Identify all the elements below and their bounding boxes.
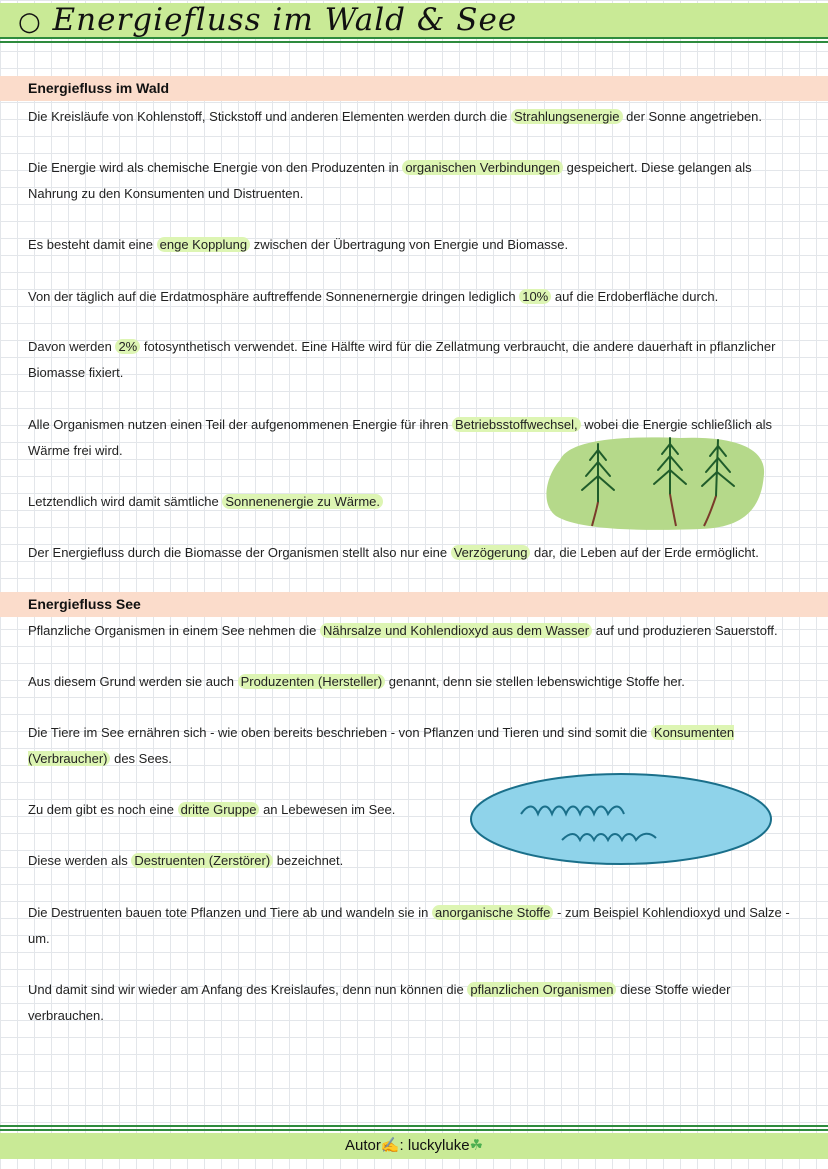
paragraph-see-2: Aus diesem Grund werden sie auch Produzenten (Hersteller) genannt, denn sie stellen lebenswichtige Stoffe her. [28, 674, 685, 689]
paragraph-see-5: Diese werden als Destruenten (Zerstörer) bezeichnet. [28, 853, 344, 868]
paragraph-wald-3: Es besteht damit eine enge Kopplung zwischen der Übertragung von Energie und Biomasse. [28, 237, 569, 252]
forest-drawing-icon [540, 432, 770, 532]
highlight: Nährsalze und Kohlendioxyd aus dem Wasser [320, 623, 592, 638]
paragraph-wald-4: Von der täglich auf die Erdatmosphäre auftreffende Sonnenernergie dringen lediglich 10% auf die Erdoberfläche durch. [28, 289, 719, 304]
section-heading-see: Energiefluss See [28, 596, 141, 612]
title-underline-2 [0, 41, 828, 43]
circle-bullet-icon: ○ [18, 7, 42, 37]
clover-icon: ☘ [469, 1137, 484, 1154]
highlight: Destruenten (Zerstörer) [131, 853, 273, 868]
paragraph-see-7: Und damit sind wir wieder am Anfang des Kreislaufes, denn nun können die pflanzlichen Organismen diese Stoffe wieder verbrauchen. [28, 982, 731, 1023]
separator: : [399, 1137, 404, 1154]
highlight: Strahlungsenergie [511, 109, 623, 124]
author-label: Autor [344, 1137, 381, 1154]
page-title: ○ Energiefluss im Wald & See [18, 2, 518, 38]
paragraph-see-3: Die Tiere im See ernähren sich - wie oben bereits beschrieben - von Pflanzen und Tieren und sind somit die Konsumenten (Verbraucher) des Sees. [28, 725, 735, 766]
highlight: Sonnenenergie zu Wärme. [222, 494, 383, 509]
highlight: dritte Gruppe [178, 802, 260, 817]
highlight: Konsumenten (Verbraucher) [28, 725, 735, 766]
highlight: enge Kopplung [157, 237, 250, 252]
paragraph-wald-2: Die Energie wird als chemische Energie von den Produzenten in organischen Verbindungen gespeichert. Diese gelangen als Nahrung zu den Konsumenten und Distruenten. [28, 160, 752, 201]
paragraph-wald-1: Die Kreisläufe von Kohlenstoff, Stickstoff und anderen Elementen werden durch die Strahlungsenergie der Sonne angetrieben. [28, 109, 763, 124]
highlight: Verzögerung [451, 545, 531, 560]
lake-shape [471, 774, 771, 864]
author-name: luckyluke [407, 1137, 470, 1154]
paragraph-wald-8: Der Energiefluss durch die Biomasse der Organismen stellt also nur eine Verzögerung dar, die Leben auf der Erde ermöglicht. [28, 545, 759, 560]
highlight: 10% [519, 289, 551, 304]
paragraph-wald-5: Davon werden 2% fotosynthetisch verwendet. Eine Hälfte wird für die Zellatmung verbraucht, die andere dauerhaft in pflanzlicher Biomasse fixiert. [28, 339, 776, 380]
paragraph-see-4: Zu dem gibt es noch eine dritte Gruppe an Lebewesen im See. [28, 802, 396, 817]
highlight: organischen Verbindungen [402, 160, 563, 175]
footer-author [0, 1133, 828, 1159]
paragraph-wald-7: Letztendlich wird damit sämtliche Sonnenenergie zu Wärme. [28, 489, 800, 515]
highlight: 2% [115, 339, 140, 354]
highlight: Produzenten (Hersteller) [238, 674, 386, 689]
paragraph-see-6: Die Destruenten bauen tote Pflanzen und Tiere ab und wandeln sie in anorganische Stoffe - zum Beispiel Kohlendioxyd und Salze - um. [28, 905, 790, 946]
highlight: anorganische Stoffe [432, 905, 553, 920]
pencil-icon: ✍ [380, 1137, 400, 1154]
highlight: pflanzlichen Organismen [467, 982, 616, 997]
paragraph-wald-6: Alle Organismen nutzen einen Teil der aufgenommenen Energie für ihren Betriebsstoffwechsel, wobei die Energie schließlich als Wärme frei wird. [28, 417, 773, 458]
footer-rule [0, 1125, 828, 1127]
footer-rule-2 [0, 1129, 828, 1131]
highlight: Betriebsstoffwechsel, [452, 417, 581, 432]
section-heading-wald: Energiefluss im Wald [28, 80, 170, 96]
paragraph-see-1: Pflanzliche Organismen in einem See nehmen die Nährsalze und Kohlendioxyd aus dem Wasser auf und produzieren Sauerstoff. [28, 623, 778, 638]
lake-drawing-icon [466, 768, 776, 870]
